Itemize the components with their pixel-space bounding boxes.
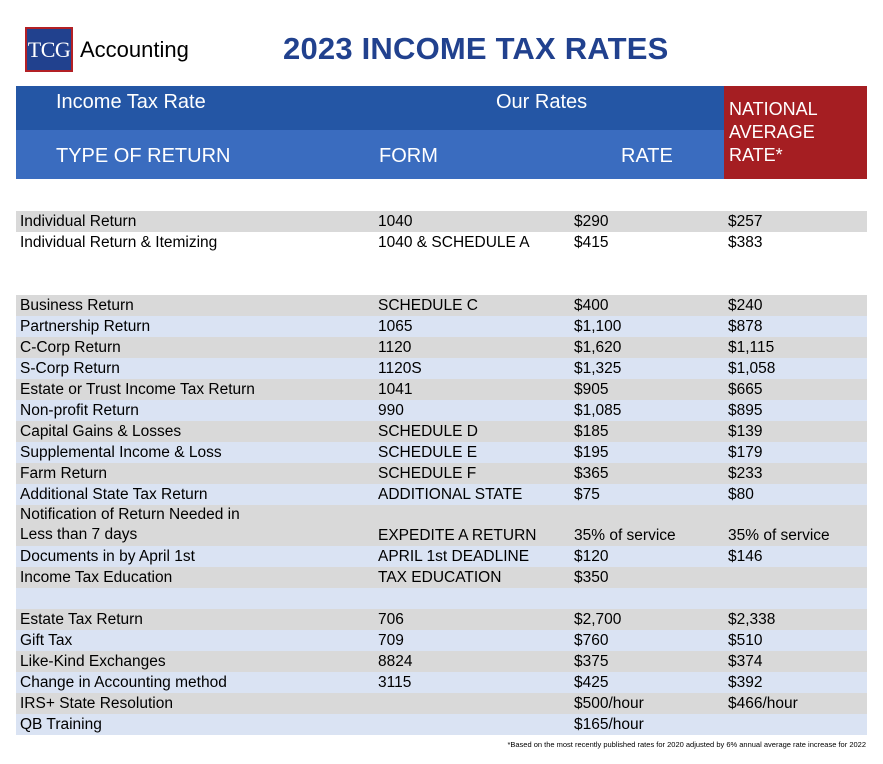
form-cell: ADDITIONAL STATE bbox=[378, 486, 523, 503]
form-cell: 1041 bbox=[378, 381, 413, 398]
header-form: FORM bbox=[379, 145, 438, 167]
form-cell: 1040 bbox=[378, 213, 413, 230]
table-row bbox=[16, 316, 867, 337]
national-cell: $466/hour bbox=[728, 695, 798, 712]
table-row bbox=[16, 505, 867, 546]
type-cell: Partnership Return bbox=[20, 318, 151, 335]
national-cell: $895 bbox=[728, 402, 763, 419]
rate-cell: $500/hour bbox=[574, 695, 644, 712]
rate-cell: $2,700 bbox=[574, 611, 622, 628]
table-row bbox=[16, 358, 867, 379]
table-header bbox=[16, 86, 724, 179]
national-cell: $392 bbox=[728, 674, 763, 691]
table-row bbox=[16, 546, 867, 567]
spacer-row bbox=[16, 253, 867, 274]
rate-cell: $195 bbox=[574, 444, 609, 461]
form-cell: SCHEDULE C bbox=[378, 297, 478, 314]
form-cell: SCHEDULE D bbox=[378, 423, 478, 440]
type-cell: Individual Return bbox=[20, 213, 137, 230]
form-cell: 990 bbox=[378, 402, 404, 419]
table-row bbox=[16, 484, 867, 505]
rate-cell: $760 bbox=[574, 632, 609, 649]
form-cell: 1040 & SCHEDULE A bbox=[378, 234, 530, 251]
form-cell: 1120 bbox=[378, 339, 412, 356]
type-cell: QB Training bbox=[20, 716, 102, 733]
type-cell: Income Tax Education bbox=[20, 569, 173, 586]
rate-cell: $375 bbox=[574, 653, 609, 670]
type-cell: Farm Return bbox=[20, 465, 107, 482]
form-cell: SCHEDULE E bbox=[378, 444, 478, 461]
page-title: 2023 INCOME TAX RATES bbox=[283, 31, 669, 66]
rate-cell: $415 bbox=[574, 234, 609, 251]
table-row bbox=[16, 337, 867, 358]
type-cell: Supplemental Income & Loss bbox=[20, 444, 222, 461]
header-type-of-return: TYPE OF RETURN bbox=[56, 145, 231, 167]
rates-table bbox=[16, 211, 867, 735]
table-row bbox=[16, 567, 867, 588]
national-cell: $374 bbox=[728, 653, 763, 670]
type-cell: Gift Tax bbox=[20, 632, 73, 649]
spacer-row bbox=[16, 588, 867, 609]
rate-cell: $905 bbox=[574, 381, 609, 398]
section-row bbox=[16, 274, 867, 295]
rate-cell: $350 bbox=[574, 569, 609, 586]
form-cell: 1065 bbox=[378, 318, 413, 335]
form-cell: 709 bbox=[378, 632, 404, 649]
national-cell: $2,338 bbox=[728, 611, 776, 628]
type-cell: Capital Gains & Losses bbox=[20, 423, 182, 440]
footnote: *Based on the most recently published rates for 2020 adjusted by 6% annual average rate increase for 2022 bbox=[507, 740, 866, 749]
table-row bbox=[16, 630, 867, 651]
header-rate: RATE bbox=[621, 145, 673, 167]
type-cell: Business Return bbox=[20, 297, 134, 314]
rate-cell: $75 bbox=[574, 486, 600, 503]
rate-cell: $425 bbox=[574, 674, 609, 691]
table-row bbox=[16, 693, 867, 714]
table-row bbox=[16, 672, 867, 693]
header-our-rates: Our Rates bbox=[496, 91, 588, 113]
national-cell: $878 bbox=[728, 318, 763, 335]
type-cell bbox=[20, 505, 240, 545]
national-cell: $1,058 bbox=[728, 360, 776, 377]
table-row bbox=[16, 651, 867, 672]
type-cell: Individual Return & Itemizing bbox=[20, 234, 218, 251]
type-cell: C-Corp Return bbox=[20, 339, 121, 356]
type-cell: Documents in by April 1st bbox=[20, 548, 195, 565]
form-cell: 3115 bbox=[378, 674, 412, 691]
national-cell: 35% of service bbox=[728, 527, 830, 544]
national-cell: $80 bbox=[728, 486, 754, 503]
form-cell: TAX EDUCATION bbox=[378, 569, 502, 586]
table-row bbox=[16, 463, 867, 484]
header-national-average-rate: NATIONAL AVERAGE RATE* bbox=[724, 86, 867, 179]
table-row bbox=[16, 232, 867, 253]
rate-cell: $400 bbox=[574, 297, 609, 314]
header-income-tax-rate: Income Tax Rate bbox=[56, 91, 206, 113]
logo-name: Accounting bbox=[80, 36, 189, 62]
national-cell: $257 bbox=[728, 213, 763, 230]
rate-cell: 35% of service bbox=[574, 527, 676, 544]
rate-cell: $1,085 bbox=[574, 402, 622, 419]
national-cell: $179 bbox=[728, 444, 763, 461]
type-cell: Estate or Trust Income Tax Return bbox=[20, 381, 255, 398]
form-cell: SCHEDULE F bbox=[378, 465, 477, 482]
table-row bbox=[16, 211, 867, 232]
rate-cell: $165/hour bbox=[574, 716, 644, 733]
type-line-1: Notification of Return Needed in bbox=[20, 506, 240, 523]
national-cell: $146 bbox=[728, 548, 763, 565]
table-row bbox=[16, 421, 867, 442]
rate-cell: $1,100 bbox=[574, 318, 622, 335]
form-cell: 706 bbox=[378, 611, 404, 628]
national-cell: $1,115 bbox=[728, 339, 775, 356]
table-row bbox=[16, 609, 867, 630]
type-cell: Like-Kind Exchanges bbox=[20, 653, 166, 670]
national-cell: $139 bbox=[728, 423, 763, 440]
type-cell: Change in Accounting method bbox=[20, 674, 227, 691]
form-cell: APRIL 1st DEADLINE bbox=[378, 548, 530, 565]
national-cell: $510 bbox=[728, 632, 763, 649]
logo-mark: TCG bbox=[25, 27, 73, 72]
type-cell: IRS+ State Resolution bbox=[20, 695, 173, 712]
national-cell: $383 bbox=[728, 234, 763, 251]
type-line-2: Less than 7 days bbox=[20, 526, 138, 543]
form-cell: 1120S bbox=[378, 360, 422, 377]
form-cell: 8824 bbox=[378, 653, 413, 670]
logo bbox=[25, 27, 189, 72]
rate-cell: $1,620 bbox=[574, 339, 622, 356]
rate-cell: $290 bbox=[574, 213, 609, 230]
table-row bbox=[16, 379, 867, 400]
national-cell: $233 bbox=[728, 465, 763, 482]
table-row bbox=[16, 714, 867, 735]
table-row bbox=[16, 442, 867, 463]
rate-cell: $1,325 bbox=[574, 360, 622, 377]
national-cell: $240 bbox=[728, 297, 763, 314]
type-cell: Additional State Tax Return bbox=[20, 486, 208, 503]
rate-cell: $185 bbox=[574, 423, 609, 440]
table-row bbox=[16, 400, 867, 421]
rate-cell: $120 bbox=[574, 548, 609, 565]
national-cell: $665 bbox=[728, 381, 763, 398]
type-cell: Estate Tax Return bbox=[20, 611, 143, 628]
form-cell: EXPEDITE A RETURN bbox=[378, 527, 537, 544]
type-cell: Non-profit Return bbox=[20, 402, 139, 419]
table-row bbox=[16, 295, 867, 316]
rate-cell: $365 bbox=[574, 465, 609, 482]
type-cell: S-Corp Return bbox=[20, 360, 120, 377]
